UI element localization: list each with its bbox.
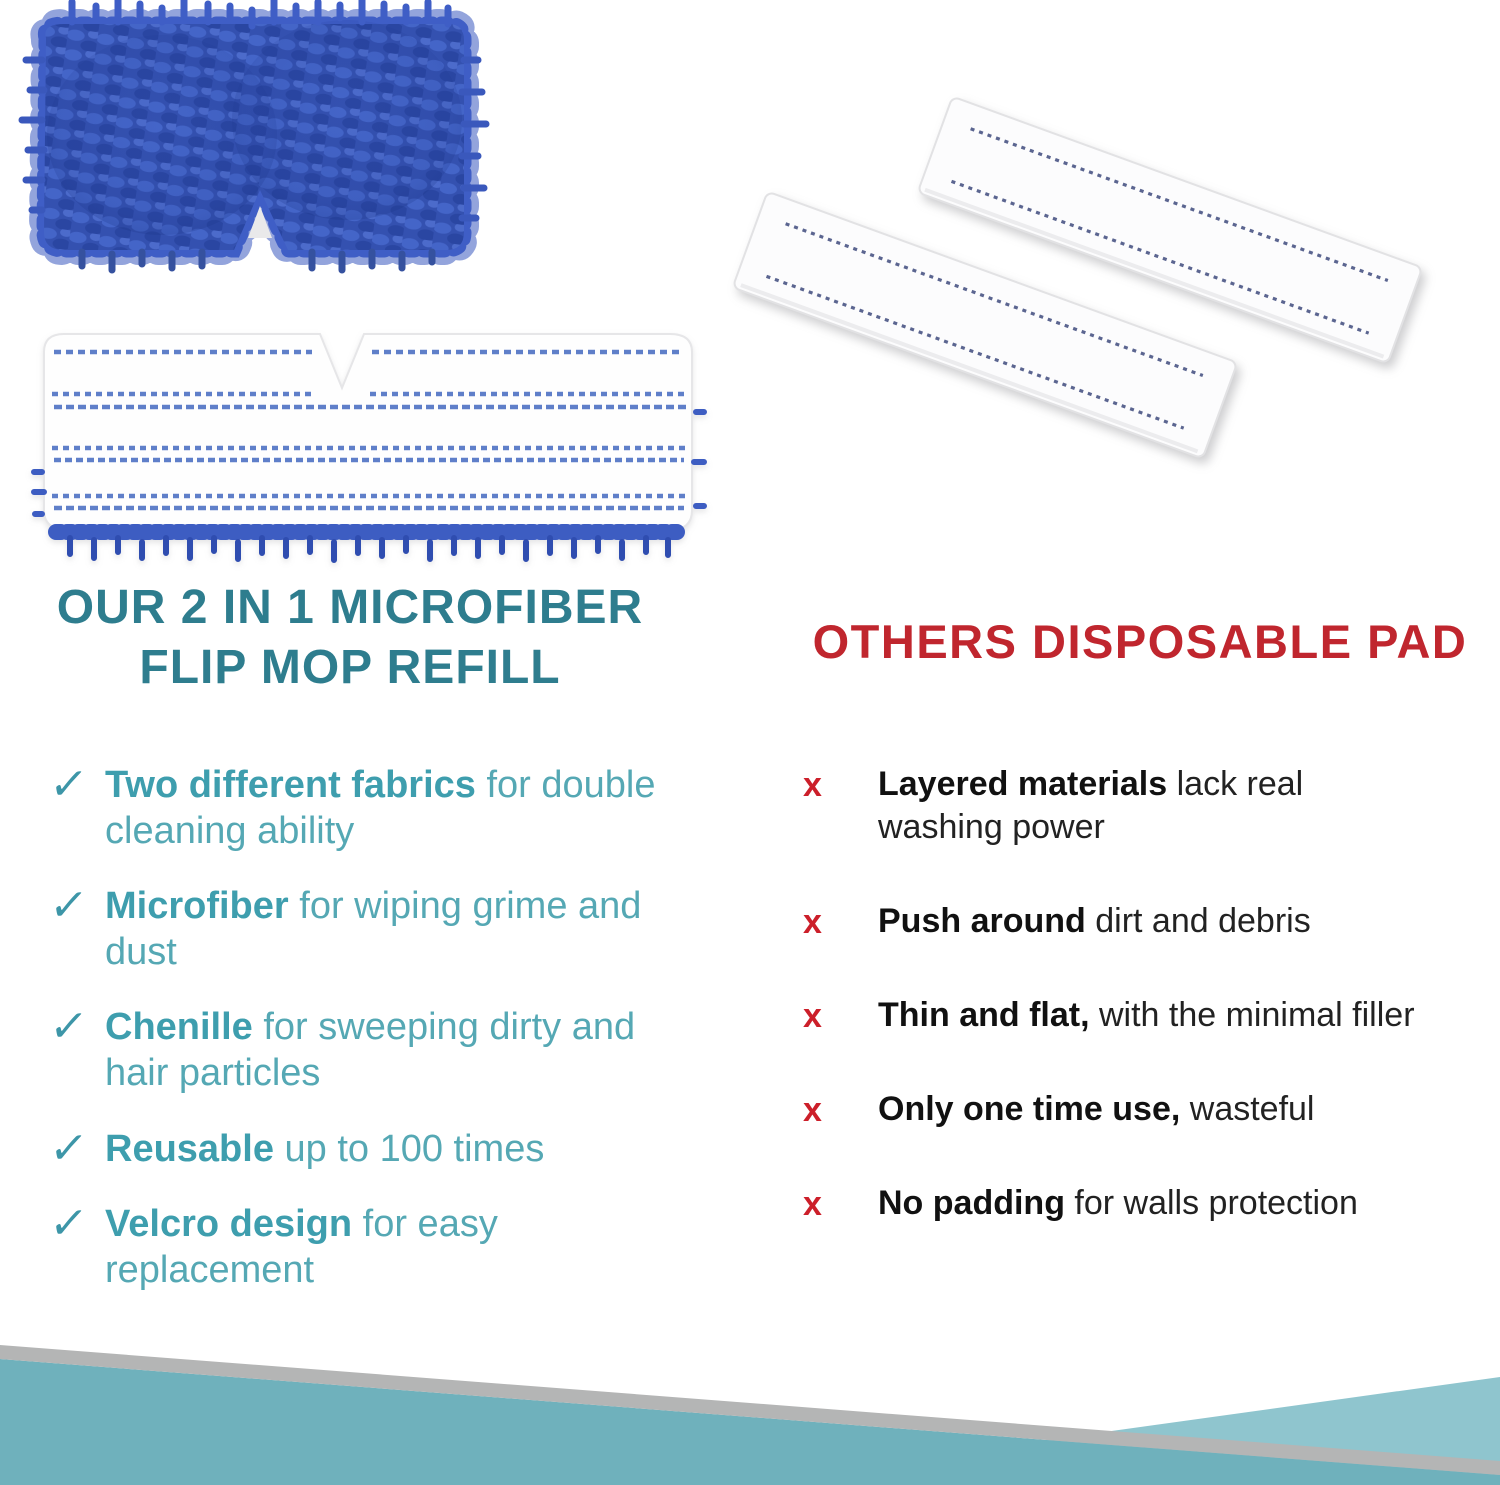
x-icon: x bbox=[803, 1091, 822, 1130]
drawback-item bbox=[795, 900, 1485, 944]
benefit-text bbox=[105, 1202, 498, 1293]
drawback-rest: wasteful bbox=[1180, 1090, 1315, 1129]
benefit-bold: Microfiber bbox=[105, 885, 289, 928]
drawback-item bbox=[795, 763, 1485, 850]
benefit-item bbox=[46, 1002, 650, 1096]
check-icon: ✓ bbox=[46, 1123, 91, 1173]
check-icon: ✓ bbox=[46, 1199, 91, 1249]
flip-pad-image bbox=[30, 322, 710, 574]
benefit-text bbox=[105, 884, 641, 975]
our-product-panel bbox=[46, 578, 656, 1323]
drawback-rest: with the minimal filler bbox=[1089, 995, 1415, 1034]
benefit-rest: for wiping grime and bbox=[288, 885, 642, 928]
drawback-rest: lack real bbox=[1167, 764, 1304, 803]
drawbacks-list bbox=[795, 763, 1485, 1227]
benefit-rest: for sweeping dirty and bbox=[252, 1006, 636, 1049]
drawback-bold: Only one time use, bbox=[878, 1090, 1181, 1129]
benefit-text bbox=[105, 1127, 544, 1173]
footer-ribbon bbox=[0, 1335, 1500, 1485]
benefits-list bbox=[46, 760, 656, 1293]
drawback-item bbox=[795, 994, 1485, 1038]
x-icon: x bbox=[803, 765, 822, 804]
benefit-line2: cleaning ability bbox=[105, 809, 355, 852]
benefit-rest: for double bbox=[475, 764, 656, 807]
benefit-bold: Two different fabrics bbox=[105, 764, 476, 807]
x-icon: x bbox=[803, 902, 822, 941]
drawback-text bbox=[878, 1182, 1358, 1226]
benefit-bold: Reusable bbox=[105, 1127, 274, 1170]
benefit-line2: hair particles bbox=[105, 1052, 321, 1094]
drawback-text bbox=[878, 763, 1303, 850]
drawback-text bbox=[878, 994, 1415, 1038]
benefit-rest: for easy bbox=[352, 1203, 498, 1246]
drawback-bold: Layered materials bbox=[878, 764, 1168, 803]
benefit-bold: Velcro design bbox=[105, 1203, 353, 1246]
chenille-pad-image bbox=[12, 0, 492, 282]
drawback-item bbox=[795, 1088, 1485, 1132]
drawback-bold: Thin and flat, bbox=[878, 995, 1090, 1034]
benefit-item bbox=[46, 1199, 650, 1293]
competitor-panel bbox=[795, 616, 1485, 1276]
drawback-rest: for walls protection bbox=[1064, 1184, 1358, 1223]
benefit-line2: dust bbox=[105, 930, 177, 973]
our-product-heading-line1: OUR 2 IN 1 MICROFIBER bbox=[56, 581, 644, 634]
check-icon: ✓ bbox=[46, 760, 91, 810]
benefit-item bbox=[46, 760, 656, 854]
our-product-heading-line2: FLIP MOP REFILL bbox=[139, 640, 561, 694]
drawback-text bbox=[878, 1088, 1315, 1132]
benefit-item bbox=[46, 881, 650, 975]
benefit-item bbox=[46, 1123, 650, 1173]
our-product-heading bbox=[50, 578, 650, 697]
check-icon: ✓ bbox=[46, 881, 91, 931]
x-icon: x bbox=[803, 1185, 822, 1224]
drawback-text bbox=[878, 900, 1311, 944]
drawback-line2: washing power bbox=[878, 808, 1105, 847]
benefit-rest: up to 100 times bbox=[273, 1127, 545, 1170]
check-icon: ✓ bbox=[46, 1002, 91, 1052]
drawback-rest: dirt and debris bbox=[1085, 901, 1311, 940]
x-icon: x bbox=[803, 996, 822, 1035]
competitor-heading: OTHERS DISPOSABLE PAD bbox=[812, 615, 1468, 668]
drawback-bold: Push around bbox=[878, 901, 1086, 940]
benefit-line2: replacement bbox=[105, 1248, 315, 1291]
benefit-text bbox=[105, 1005, 635, 1096]
benefit-bold: Chenille bbox=[105, 1006, 253, 1049]
disposable-pads-image bbox=[730, 40, 1500, 540]
drawback-bold: No padding bbox=[878, 1184, 1065, 1223]
benefit-text bbox=[105, 763, 655, 854]
drawback-item bbox=[795, 1182, 1485, 1226]
